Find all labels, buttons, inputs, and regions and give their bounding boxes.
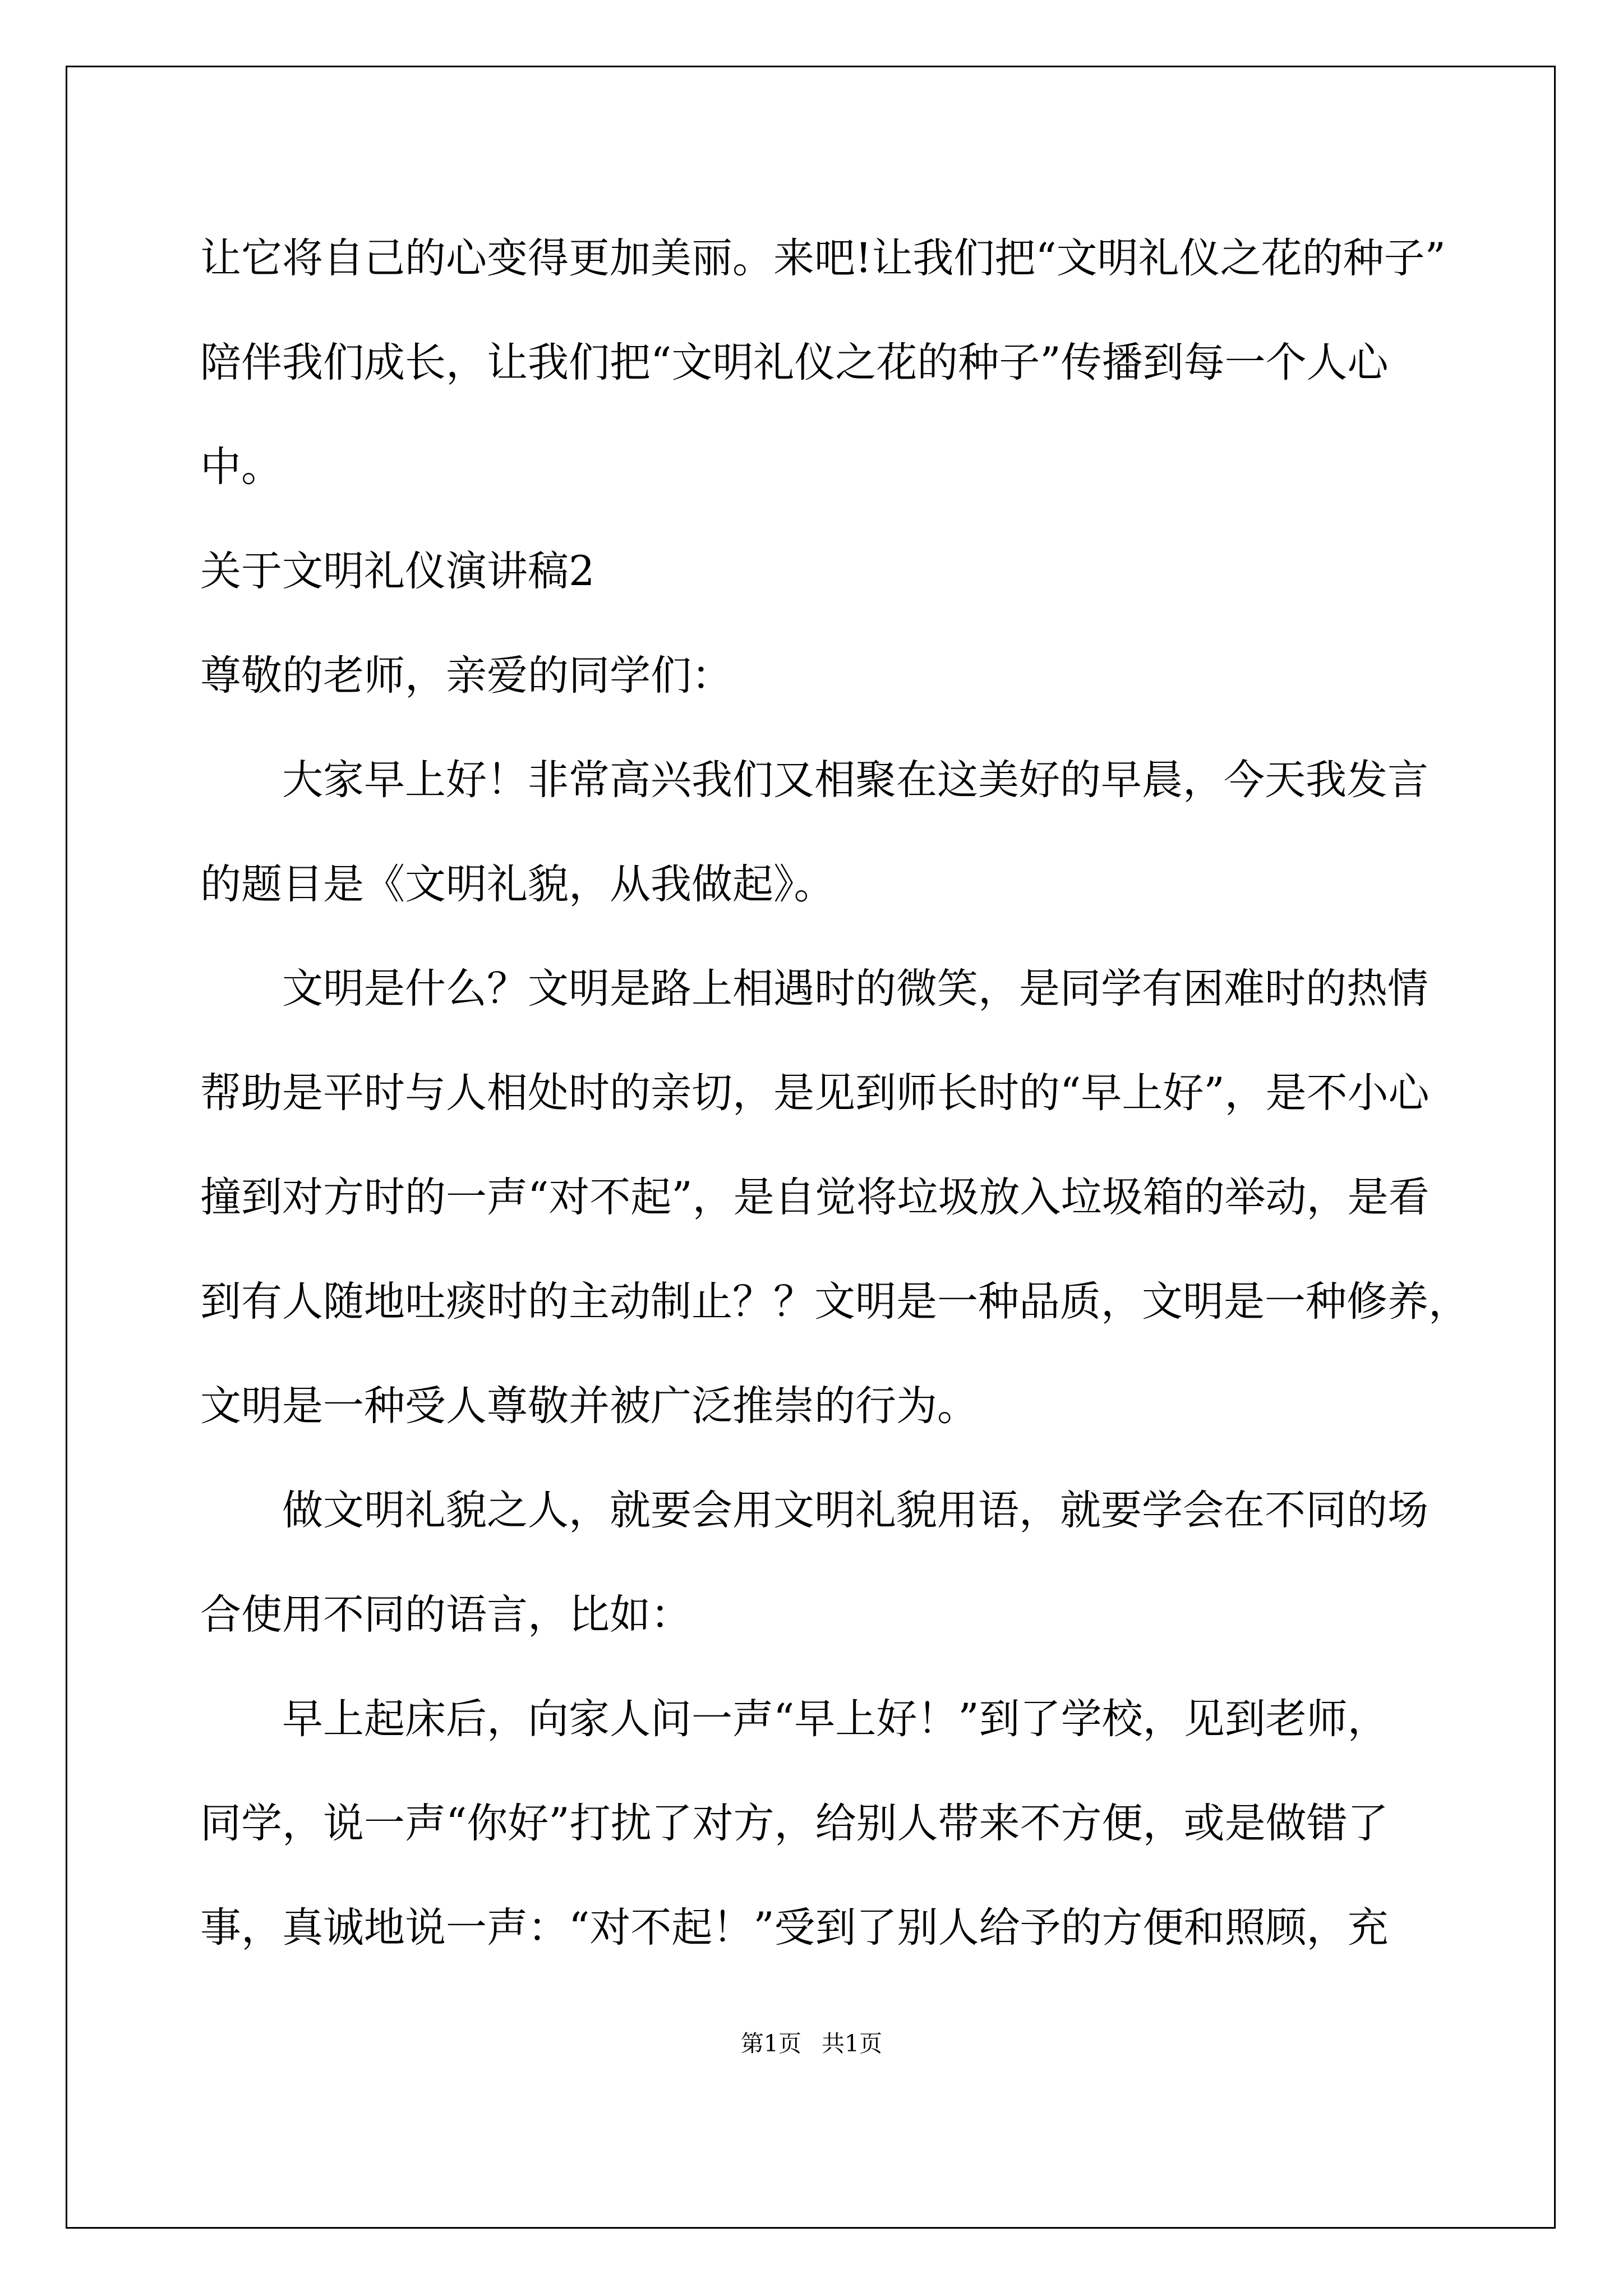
document-body	[200, 206, 1479, 1980]
text-line: 撞到对方时的一声“对不起”，是自觉将垃圾放入垃圾箱的举动，是看	[200, 1174, 1430, 1221]
paragraph-start: 大家早上好！非常高兴我们又相聚在这美好的早晨，今天我发言	[282, 756, 1428, 804]
page-total: 共1页	[822, 2030, 883, 2057]
paragraph-start: 早上起床后，向家人问一声“早上好！”到了学校，见到老师，	[282, 1695, 1389, 1743]
page-number: 第1页	[740, 2030, 801, 2057]
paragraph-start: 文明是什么？文明是路上相遇时的微笑，是同学有困难时的热情	[282, 965, 1428, 1013]
page-footer	[0, 2025, 1623, 2058]
text-line: 事，真诚地说一声：“对不起！”受到了别人给予的方便和照顾，充	[200, 1904, 1389, 1952]
text-line: 帮助是平时与人相处时的亲切，是见到师长时的“早上好”，是不小心	[200, 1069, 1430, 1117]
text-line: 中。	[200, 443, 282, 491]
text-line: 的题目是《文明礼貌，从我做起》。	[200, 861, 835, 908]
section-heading: 关于文明礼仪演讲稿2	[200, 547, 595, 595]
text-line: 陪伴我们成长，让我们把“文明礼仪之花的种子”传播到每一个人心	[200, 339, 1389, 386]
text-line: 让它将自己的心变得更加美丽。来吧!让我们把“文明礼仪之花的种子”	[200, 234, 1446, 282]
salutation: 尊敬的老师，亲爱的同学们：	[200, 652, 732, 700]
text-line: 合使用不同的语言，比如：	[200, 1591, 691, 1639]
text-line: 同学，说一声“你好”打扰了对方，给别人带来不方便，或是做错了	[200, 1800, 1389, 1847]
paragraph-start: 做文明礼貌之人，就要会用文明礼貌用语，就要学会在不同的场	[282, 1487, 1428, 1534]
text-line: 到有人随地吐痰时的主动制止？？文明是一种品质，文明是一种修养，	[200, 1278, 1469, 1326]
text-line: 文明是一种受人尊敬并被广泛推崇的行为。	[200, 1382, 978, 1430]
